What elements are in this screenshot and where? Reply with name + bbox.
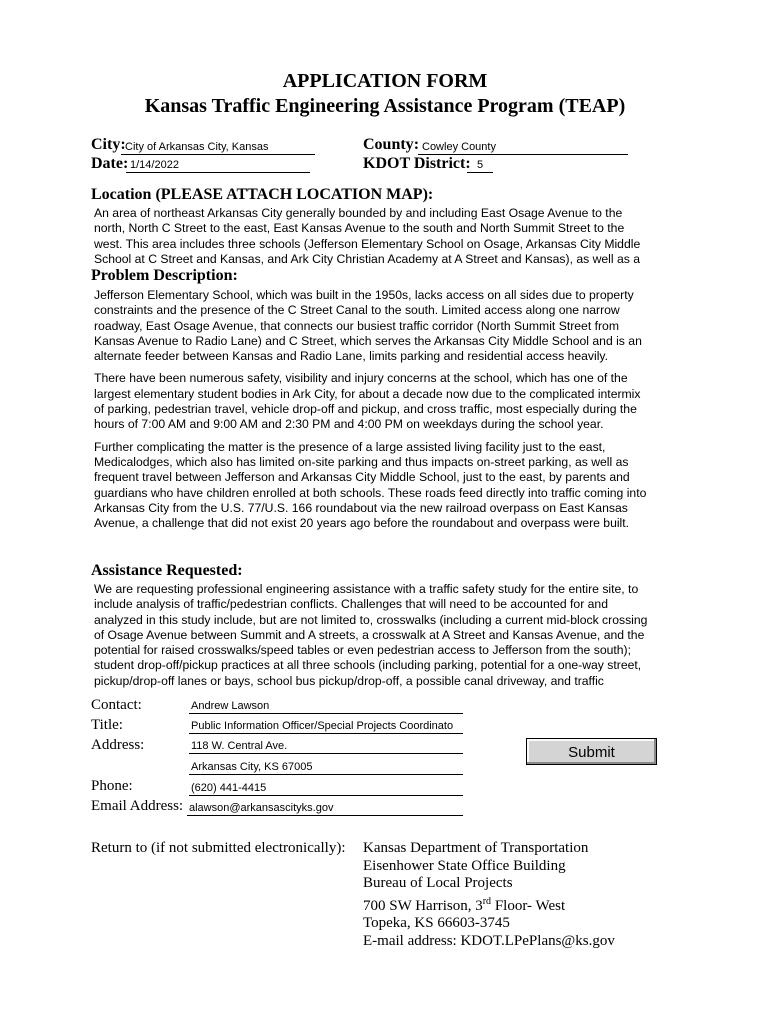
address-line2-field[interactable]: Arkansas City, KS 67005 <box>189 760 463 775</box>
title-field[interactable]: Public Information Officer/Special Projects Coordinato <box>189 719 463 734</box>
assistance-textarea[interactable]: We are requesting professional engineering assistance with a traffic safety study for the entire site, to include analysis of traffic/pedestrian conflicts. Challenges that will need to be accounted for and analyzed in this study include, but are not limited to, crosswalks (including a current mid-block crossing of Osage Avenue between Summit and A streets, a crosswalk at A Street and Kansas Avenue, and the potential for raised crosswalks/speed tables or even pedestrian access to Jefferson from the south); student drop-off/pickup practices at all three schools (including parking, potential for a one-way street, pickup/drop-off lanes or bays, school bus pickup/drop-off, a possible canal driveway, and traffic <box>94 582 648 688</box>
city-field[interactable]: City of Arkansas City, Kansas <box>121 140 315 155</box>
problem-paragraph-3: Further complicating the matter is the presence of a large assisted living facility just to the east, Medicalodges, which also has limited on-site parking and thus impacts on-street parking, as well as frequent travel between Jefferson and Arkansas City Middle School, just to the east, by parents and guardians who have children enrolled at both schools. These roads feed directly into traffic coming into Arkansas City from the U.S. 77/U.S. 166 roundabout via the new railroad overpass on East Kansas Avenue, a challenge that did not exist 20 years ago before the roundabout and overpass were built. <box>94 439 647 531</box>
email-label: Email Address: <box>91 798 184 814</box>
contact-field[interactable]: Andrew Lawson <box>189 699 463 714</box>
problem-heading: Problem Description: <box>91 267 238 284</box>
return-label: Return to (if not submitted electronically): <box>91 840 346 856</box>
return-line-1: Kansas Department of Transportation <box>363 840 589 856</box>
contact-label: Contact: <box>91 697 142 713</box>
date-label: Date: <box>91 155 129 172</box>
return-line-2: Eisenhower State Office Building <box>363 857 566 874</box>
date-field[interactable]: 1/14/2022 <box>126 158 310 173</box>
location-textarea[interactable]: An area of northeast Arkansas City generally bounded by and including East Osage Avenue to the north, North C Street to the east, East Kansas Avenue to the south and North Summit Street to the west. This area includes three schools (Jefferson Elementary School on Osage, Arkansas City Middle School at C Street and Kansas, and Ark City Christian Academy at A Street and Kansas), as well as a <box>94 206 641 266</box>
problem-paragraph-1: Jefferson Elementary School, which was built in the 1950s, lacks access on all sides due to property constraints and the presence of the C Street Canal to the south. Limited access along one narrow roadway, East Osage Avenue, that connects our busiest traffic corridor (North Summit Street from Kansas Avenue to Radio Lane) and C Street, which serves the Arkansas City Middle School and is an alternate feeder between Kansas and Radio Lane, limits parking and residential access heavily. <box>94 288 642 364</box>
county-field[interactable]: Cowley County <box>418 140 628 155</box>
return-line-4: 700 SW Harrison, 3rd Floor- West <box>363 895 566 914</box>
phone-label: Phone: <box>91 778 133 794</box>
address-line1-field[interactable]: 118 W. Central Ave. <box>189 739 463 754</box>
return-line-5: Topeka, KS 66603-3745 <box>363 915 510 931</box>
address-label: Address: <box>91 737 145 753</box>
email-field[interactable]: alawson@arkansascityks.gov <box>187 801 463 816</box>
title-label: Title: <box>91 717 123 733</box>
problem-paragraph-2: There have been numerous safety, visibility and injury concerns at the school, which has one of the largest elementary student bodies in Ark City, for about a decade now due to the complicated intermix of parking, pedestrian travel, vehicle drop-off and pickup, and cross traffic, most especially during the hours of 7:00 AM and 9:00 AM and 2:30 PM and 4:00 PM on weekdays during the school year. <box>94 371 641 432</box>
kdot-district-label: KDOT District: <box>363 155 471 172</box>
form-title: APPLICATION FORM <box>282 70 488 92</box>
submit-button[interactable]: Submit <box>526 738 657 765</box>
return-address <box>363 840 615 950</box>
return-line-3: Bureau of Local Projects <box>363 875 513 891</box>
assistance-heading: Assistance Requested: <box>91 562 243 579</box>
phone-field[interactable]: (620) 441-4415 <box>189 781 463 796</box>
location-heading: Location (PLEASE ATTACH LOCATION MAP): <box>91 186 434 203</box>
county-label: County: <box>363 136 420 153</box>
return-line-6: E-mail address: KDOT.LPePlans@ks.gov <box>363 932 615 949</box>
kdot-district-field[interactable]: 5 <box>467 158 493 173</box>
problem-textarea[interactable] <box>94 288 654 556</box>
city-label: City: <box>91 136 126 153</box>
program-title: Kansas Traffic Engineering Assistance Program (TEAP) <box>144 95 626 117</box>
